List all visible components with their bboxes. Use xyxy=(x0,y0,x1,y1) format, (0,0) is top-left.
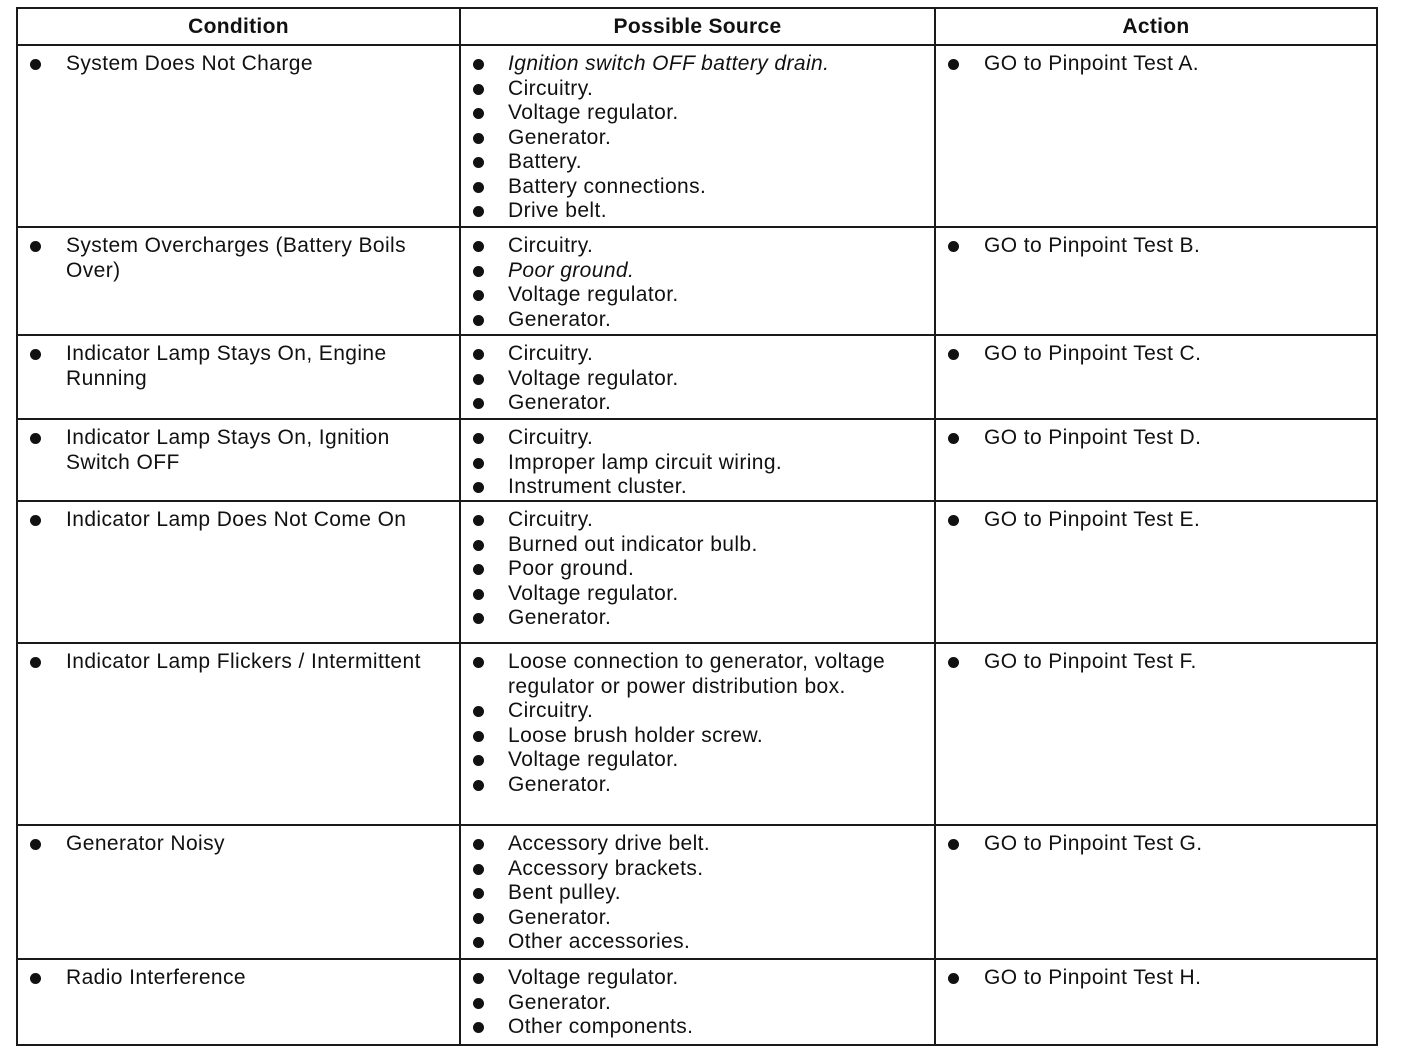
source-text: Battery. xyxy=(508,150,583,173)
bullet-icon xyxy=(473,290,484,301)
action-item xyxy=(936,52,1376,77)
bullet-icon xyxy=(473,374,484,385)
condition-item xyxy=(18,426,459,475)
table-row xyxy=(18,44,1376,226)
source-text: Voltage regulator. xyxy=(508,283,679,306)
source-item xyxy=(461,724,934,749)
condition-item xyxy=(18,342,459,391)
condition-cell xyxy=(18,502,461,642)
bullet-icon xyxy=(473,458,484,469)
source-item xyxy=(461,52,934,77)
source-item xyxy=(461,451,934,476)
bullet-icon xyxy=(473,515,484,526)
table-row xyxy=(18,642,1376,824)
source-text: Circuitry. xyxy=(508,342,594,365)
source-text: Generator. xyxy=(508,772,612,796)
table-row xyxy=(18,824,1376,958)
bullet-icon xyxy=(473,349,484,360)
condition-cell xyxy=(18,228,461,334)
bullet-icon xyxy=(473,973,484,984)
source-text: Improper lamp circuit wiring. xyxy=(508,450,783,474)
bullet-icon xyxy=(473,864,484,875)
condition-cell xyxy=(18,960,461,1044)
source-text: Other components. xyxy=(508,1015,694,1038)
bullet-icon xyxy=(473,266,484,277)
action-cell xyxy=(936,826,1376,958)
source-item xyxy=(461,991,934,1016)
source-item xyxy=(461,699,934,724)
possible-source-cell xyxy=(461,420,936,500)
source-text: Loose brush holder screw. xyxy=(508,723,764,747)
possible-source-cell xyxy=(461,228,936,334)
action-cell xyxy=(936,502,1376,642)
source-item xyxy=(461,508,934,533)
source-item xyxy=(461,175,934,200)
source-item xyxy=(461,150,934,175)
action-item xyxy=(936,234,1376,259)
source-text: Accessory drive belt. xyxy=(508,832,711,855)
possible-source-cell xyxy=(461,336,936,418)
action-cell xyxy=(936,960,1376,1044)
bullet-icon xyxy=(473,657,484,668)
bullet-icon xyxy=(473,315,484,326)
bullet-icon xyxy=(30,433,41,444)
bullet-icon xyxy=(30,973,41,984)
source-item xyxy=(461,259,934,284)
source-item xyxy=(461,557,934,582)
table-header-row xyxy=(18,9,1376,44)
condition-text: System Overcharges (Battery Boils Over) xyxy=(66,234,406,282)
bullet-icon xyxy=(473,888,484,899)
bullet-icon xyxy=(473,206,484,217)
action-text: GO to Pinpoint Test A. xyxy=(984,52,1200,75)
bullet-icon xyxy=(948,59,959,70)
source-text: Ignition switch OFF battery drain. xyxy=(508,52,830,75)
bullet-icon xyxy=(473,913,484,924)
table-row xyxy=(18,418,1376,500)
bullet-icon xyxy=(473,564,484,575)
source-text: Poor ground. xyxy=(508,557,635,580)
action-cell xyxy=(936,420,1376,500)
table-row xyxy=(18,226,1376,334)
condition-item xyxy=(18,234,459,283)
bullet-icon xyxy=(473,731,484,742)
source-text: Voltage regulator. xyxy=(508,101,679,124)
bullet-icon xyxy=(30,241,41,252)
bullet-icon xyxy=(473,84,484,95)
header-condition: Condition xyxy=(18,9,461,44)
bullet-icon xyxy=(948,973,959,984)
bullet-icon xyxy=(30,657,41,668)
bullet-icon xyxy=(473,482,484,493)
condition-cell xyxy=(18,46,461,226)
condition-cell xyxy=(18,336,461,418)
header-possible-source: Possible Source xyxy=(461,9,936,44)
possible-source-cell xyxy=(461,502,936,642)
bullet-icon xyxy=(473,589,484,600)
source-item xyxy=(461,367,934,392)
action-text: GO to Pinpoint Test G. xyxy=(984,832,1203,855)
action-cell xyxy=(936,644,1376,824)
source-text: Instrument cluster. xyxy=(508,475,688,498)
source-text: Loose connection to generator, voltage regulator or power distribution box. xyxy=(508,650,886,698)
condition-item xyxy=(18,966,459,991)
source-item xyxy=(461,391,934,416)
action-item xyxy=(936,426,1376,451)
bullet-icon xyxy=(948,241,959,252)
bullet-icon xyxy=(473,839,484,850)
action-item xyxy=(936,342,1376,367)
table-body xyxy=(18,44,1376,1044)
source-text: Generator. xyxy=(508,905,612,929)
action-cell xyxy=(936,46,1376,226)
action-text: GO to Pinpoint Test E. xyxy=(984,508,1201,531)
action-cell xyxy=(936,228,1376,334)
source-item xyxy=(461,342,934,367)
possible-source-cell xyxy=(461,826,936,958)
source-text: Circuitry. xyxy=(508,76,594,100)
bullet-icon xyxy=(473,998,484,1009)
condition-text: Indicator Lamp Stays On, Ignition Switch OFF xyxy=(66,426,390,474)
source-item xyxy=(461,881,934,906)
source-text: Accessory brackets. xyxy=(508,856,704,880)
source-text: Poor ground. xyxy=(508,258,635,282)
source-item xyxy=(461,832,934,857)
source-text: Circuitry. xyxy=(508,508,594,531)
source-item xyxy=(461,283,934,308)
header-action: Action xyxy=(1122,15,1190,38)
condition-item xyxy=(18,52,459,77)
source-text: Generator. xyxy=(508,606,612,629)
bullet-icon xyxy=(473,182,484,193)
source-text: Circuitry. xyxy=(508,699,594,722)
action-item xyxy=(936,508,1376,533)
bullet-icon xyxy=(948,657,959,668)
condition-text: Indicator Lamp Does Not Come On xyxy=(66,508,407,531)
table-row xyxy=(18,334,1376,418)
bullet-icon xyxy=(473,398,484,409)
diagnosis-table xyxy=(16,7,1378,1046)
bullet-icon xyxy=(948,839,959,850)
condition-text: Indicator Lamp Flickers / Intermittent xyxy=(66,650,421,673)
source-text: Generator. xyxy=(508,391,612,414)
table-row xyxy=(18,958,1376,1044)
source-text: Other accessories. xyxy=(508,930,691,953)
source-text: Circuitry. xyxy=(508,426,594,449)
bullet-icon xyxy=(473,755,484,766)
source-text: Voltage regulator. xyxy=(508,366,679,390)
source-item xyxy=(461,199,934,224)
condition-cell xyxy=(18,420,461,500)
source-text: Generator. xyxy=(508,990,612,1014)
possible-source-cell xyxy=(461,644,936,824)
bullet-icon xyxy=(473,108,484,119)
source-text: Generator. xyxy=(508,307,612,331)
bullet-icon xyxy=(30,839,41,850)
bullet-icon xyxy=(30,59,41,70)
source-text: Burned out indicator bulb. xyxy=(508,532,758,556)
bullet-icon xyxy=(30,349,41,360)
action-item xyxy=(936,832,1376,857)
source-item xyxy=(461,930,934,955)
source-item xyxy=(461,748,934,773)
condition-text: System Does Not Charge xyxy=(66,52,313,75)
source-item xyxy=(461,1015,934,1040)
condition-text: Generator Noisy xyxy=(66,832,225,855)
source-item xyxy=(461,308,934,333)
source-item xyxy=(461,126,934,151)
action-cell xyxy=(936,336,1376,418)
action-text: GO to Pinpoint Test H. xyxy=(984,966,1202,989)
condition-text: Radio Interference xyxy=(66,966,246,989)
bullet-icon xyxy=(473,540,484,551)
possible-source-cell xyxy=(461,46,936,226)
condition-item xyxy=(18,650,459,675)
bullet-icon xyxy=(473,241,484,252)
bullet-icon xyxy=(473,157,484,168)
source-item xyxy=(461,857,934,882)
condition-cell xyxy=(18,644,461,824)
source-item xyxy=(461,533,934,558)
bullet-icon xyxy=(473,613,484,624)
condition-item xyxy=(18,832,459,857)
source-item xyxy=(461,606,934,631)
source-item xyxy=(461,582,934,607)
bullet-icon xyxy=(473,780,484,791)
bullet-icon xyxy=(473,433,484,444)
source-text: Generator. xyxy=(508,125,612,149)
source-text: Drive belt. xyxy=(508,199,607,222)
action-item xyxy=(936,966,1376,991)
table-row xyxy=(18,500,1376,642)
source-item xyxy=(461,906,934,931)
source-item xyxy=(461,966,934,991)
source-text: Circuitry. xyxy=(508,234,594,257)
bullet-icon xyxy=(948,433,959,444)
source-item xyxy=(461,101,934,126)
bullet-icon xyxy=(948,515,959,526)
source-item xyxy=(461,475,934,500)
condition-item xyxy=(18,508,459,533)
source-item xyxy=(461,650,934,699)
bullet-icon xyxy=(473,706,484,717)
bullet-icon xyxy=(473,59,484,70)
possible-source-cell xyxy=(461,960,936,1044)
source-item xyxy=(461,234,934,259)
action-text: GO to Pinpoint Test C. xyxy=(984,342,1202,365)
bullet-icon xyxy=(473,133,484,144)
source-item xyxy=(461,426,934,451)
bullet-icon xyxy=(473,937,484,948)
action-text: GO to Pinpoint Test F. xyxy=(984,650,1197,673)
bullet-icon xyxy=(473,1022,484,1033)
action-text: GO to Pinpoint Test D. xyxy=(984,426,1202,449)
source-item xyxy=(461,773,934,798)
action-text: GO to Pinpoint Test B. xyxy=(984,234,1201,257)
condition-text: Indicator Lamp Stays On, Engine Running xyxy=(66,342,387,390)
source-text: Battery connections. xyxy=(508,174,707,198)
bullet-icon xyxy=(30,515,41,526)
source-text: Voltage regulator. xyxy=(508,581,679,605)
source-text: Bent pulley. xyxy=(508,881,621,904)
action-item xyxy=(936,650,1376,675)
source-item xyxy=(461,77,934,102)
condition-cell xyxy=(18,826,461,958)
source-text: Voltage regulator. xyxy=(508,748,679,771)
bullet-icon xyxy=(948,349,959,360)
source-text: Voltage regulator. xyxy=(508,966,679,989)
